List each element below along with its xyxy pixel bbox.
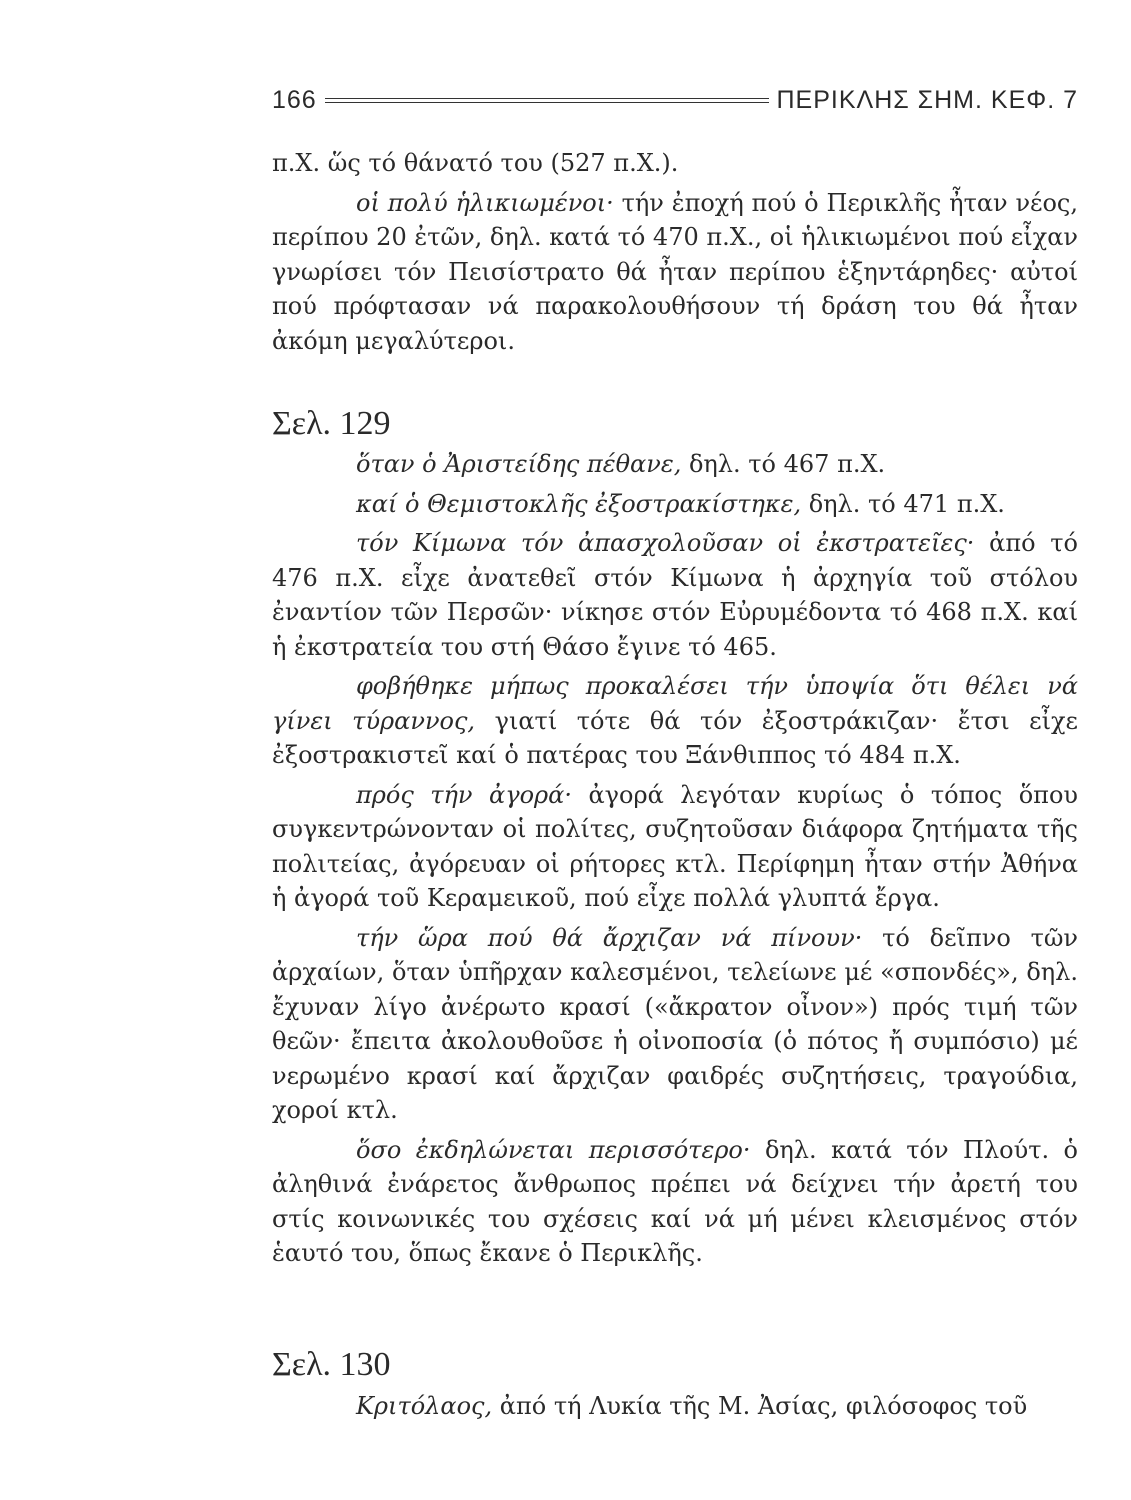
lemma-text: ὅταν ὁ Ἀριστείδης πέθανε,: [356, 450, 682, 478]
section-heading-s130: Σελ. 130: [272, 1345, 391, 1383]
paragraph: [272, 778, 1078, 916]
comment-text: τήν ἐποχή πού ὁ Περικλῆς ἦταν νέος, περίπου 20 ἐτῶν, δηλ. κατά τό 470 π.Χ., οἱ ἡλικιωμένοι πού εἶχαν γνωρίσει τόν Πεισίστρατο θά ἦταν περίπου ἑξηντάρηδες· αὐτοί πού πρόφτασαν νά παρακολουθήσουν τή δράση του θά ἦταν ἀκόμη μεγαλύτεροι.: [272, 188, 1079, 355]
paragraph: [272, 669, 1078, 773]
paragraph: [272, 146, 1078, 181]
running-header: [272, 80, 1078, 120]
lemma-text: καί ὁ Θεμιστοκλῆς ἐξοστρακίστηκε,: [356, 489, 802, 518]
paragraph: [272, 186, 1078, 359]
paragraph: [272, 447, 1078, 482]
paragraph: [272, 921, 1078, 1128]
comment-text: δηλ. τό 471 π.Χ.: [801, 489, 1005, 518]
comment-text: ἀγορά λεγόταν κυρίως ὁ τόπος ὅπου συγκεντρώνονταν οἱ πολίτες, συζητοῦσαν διάφορα ζητήματα τῆς πολιτείας, ἀγόρευαν οἱ ρήτορες κτλ. Περίφημη ἦταν στήν Ἀθήνα ἡ ἀγορά τοῦ Κεραμεικοῦ, πού εἶχε πολλά γλυπτά ἔργα.: [272, 780, 1078, 912]
lemma-text: οἱ πολύ ἡλικιωμένοι·: [356, 188, 614, 217]
paragraph: [272, 487, 1078, 522]
paragraph: [272, 526, 1078, 664]
comment-text: γιατί τότε θά τόν ἐξοστράκιζαν· ἔτσι εἶχε ἐξοστρακιστεῖ καί ὁ πατέρας του Ξάνθιππος τό 484 π.Χ.: [272, 706, 1078, 769]
running-title: ΠΕΡΙΚΛΗΣ ΣΗΜ. ΚΕΦ. 7: [776, 85, 1078, 114]
lemma-text: τόν Κίμωνα τόν ἀπασχολοῦσαν οἱ ἐκστρατεῖες·: [356, 529, 975, 557]
page-number: 166: [272, 85, 317, 114]
comment-text: δηλ. κατά τόν Πλούτ. ὁ ἀληθινά ἐνάρετος ἄνθρωπος πρέπει νά δείχνει τήν ἀρετή του στίς κοινωνικές του σχέσεις καί νά μή μένει κλεισμένος στόν ἑαυτό του, ὅπως ἔκανε ὁ Περικλῆς.: [272, 1135, 1079, 1267]
comment-text: ἀπό τή Λυκία τῆς Μ. Ἀσίας, φιλόσοφος τοῦ: [492, 1391, 1028, 1420]
paragraph: [272, 1389, 1078, 1424]
section-heading-s129: Σελ. 129: [272, 405, 391, 442]
lemma-text: Κριτόλαος,: [356, 1391, 493, 1420]
comment-text: π.Χ. ὥς τό θάνατό του (527 π.Χ.).: [272, 149, 679, 177]
header-rule: [325, 98, 769, 103]
lemma-text: πρός τήν ἀγορά·: [356, 780, 572, 809]
comment-text: τό δεῖπνο τῶν ἀρχαίων, ὅταν ὑπῆρχαν καλεσμένοι, τελείωνε μέ «σπονδές», δηλ. ἔχυναν λίγο ἀνέρωτο κρασί («ἄκρατον οἶνον») πρός τιμή τῶν θεῶν· ἔπειτα ἀκολουθοῦσε ἡ οἰνοποσία (ὁ πότος ἤ συμπόσιο) μέ νερωμένο κρασί καί ἄρχιζαν φαιδρές συζητήσεις, τραγούδια, χοροί κτλ.: [272, 923, 1079, 1124]
lemma-text: τήν ὥρα πού θά ἄρχιζαν νά πίνουν·: [356, 923, 863, 952]
comment-text: ἀπό τό 476 π.Χ. εἶχε ἀνατεθεῖ στόν Κίμωνα ἡ ἀρχηγία τοῦ στόλου ἐναντίον τῶν Περσῶν· νίκησε στόν Εὐρυμέδοντα τό 468 π.Χ. καί ἡ ἐκστρατεία του στή Θάσο ἔγινε τό 465.: [272, 529, 1079, 661]
lemma-text: ὅσο ἐκδηλώνεται περισσότερο·: [356, 1135, 751, 1164]
comment-text: δηλ. τό 467 π.Χ.: [681, 450, 886, 478]
paragraph: [272, 1133, 1078, 1271]
lemma-text: φοβήθηκε μήπως προκαλέσει τήν ὑποψία ὅτι θέλει νά γίνει τύραννος,: [272, 672, 1078, 735]
commentary-body: [272, 146, 1078, 1423]
